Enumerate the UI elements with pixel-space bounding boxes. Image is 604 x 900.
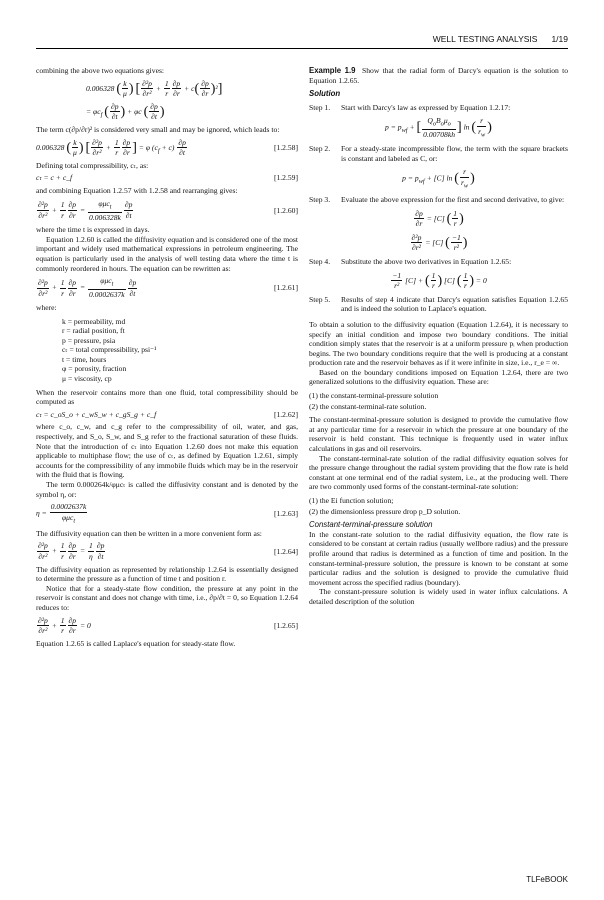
- definition: r = radial position, ft: [62, 326, 125, 336]
- example-text: Show that the radial form of Darcy's equation is the solution to Equation 1.2.65.: [309, 66, 569, 85]
- paragraph: Defining total compressibility, cₜ, as:: [36, 160, 149, 170]
- list-item: (2) the constant-terminal-rate solution.: [309, 401, 427, 411]
- equation: 0.006328 ( $\frac{k}{\mu}$ ) [ $\frac{\text{∂²p}}{\text{∂r²}}$ + $\frac{1}{r}$ $\frac{\partial p}{\partial r}$ + c( $\frac{\partial p}{\partial r}$ )²]: [86, 78, 223, 99]
- step-text: Start with Darcy's law as expressed by Equation 1.2.17:: [341, 102, 511, 112]
- equation-number: [1.2.64]: [273, 546, 298, 556]
- equation: $\frac{-1}{\text{r²}}$ [C] + ( $\frac{1}{r}$ ) [C] ( $\frac{1}{r}$ ) = 0: [392, 270, 487, 291]
- definition: k = permeability, md: [62, 316, 126, 326]
- equation: $\frac{\text{∂²p}}{\text{∂r²}}$ = [C] ( $\frac{-1}{\text{r²}}$ ): [411, 232, 468, 253]
- step-label: Step 2.: [309, 144, 331, 154]
- equation-number: [1.2.60]: [273, 205, 298, 215]
- equation-number: [1.2.62]: [273, 409, 298, 419]
- paragraph: where:: [36, 302, 57, 312]
- equation: $p = p_{wf} + [C]$ ln ( $\frac{r}{r_w}$ ): [402, 167, 475, 190]
- paragraph: In the constant-rate solution to the radial diffusivity equation, the flow rate is considered to be constant at certain radius (usually wellbore radius) and the pressure profile around that radius is determined as a function of time and position. In the constant-terminal-pressure solution, the pressure is known to be constant at some particular radius and the solution is designed to provide the cumulative fluid movement across the specified radius (boundary).: [309, 529, 568, 587]
- paragraph: The constant-pressure solution is widely used in water influx calculations. A detailed description of the solution: [309, 587, 568, 606]
- definition: p = pressure, psia: [62, 335, 116, 345]
- equation: = $\varphi c_f$ ( $\frac{\partial p}{\partial t}$ ) + φc ( $\frac{\partial p}{\partial t}$ ): [86, 101, 165, 122]
- equation-number: [1.2.58]: [273, 142, 298, 152]
- paragraph: The term c(∂p/∂r)² is considered very small and may be ignored, which leads to:: [36, 124, 280, 134]
- paragraph: where the time t is expressed in days.: [36, 225, 150, 235]
- equation-1-2-62: cₜ = c_oS_o + c_wS_w + c_gS_g + c_f [1.2.62]: [36, 409, 298, 419]
- paragraph: When the reservoir contains more than one fluid, total compressibility should be computed as: [36, 387, 298, 407]
- paragraph: Equation 1.2.65 is called Laplace's equation for steady-state flow.: [36, 638, 236, 648]
- step-text: For a steady-state incompressible flow, the term with the square brackets is constant and labeled as C, or:: [341, 144, 568, 163]
- paragraph: Equation 1.2.60 is called the diffusivity equation and is considered one of the most important and widely used mathematical expressions in petroleum engineering. The equation is particularly used in the analysis of well testing data where the time t is commonly reordered in hours. The equation can be rewritten as:: [36, 234, 298, 273]
- running-header-title: WELL TESTING ANALYSIS: [432, 34, 538, 44]
- definition: φ = porosity, fraction: [62, 364, 127, 374]
- equation-1-2-65: $\frac{\text{∂²p}}{\text{∂r²}}$ + $\frac{1}{r}$ $\frac{\partial p}{\partial r}$ = 0 [1.2.65]: [38, 615, 298, 636]
- equation-1-2-61: $\frac{\text{∂²p}}{\text{∂r²}}$ + $\frac{1}{r}$ $\frac{\partial p}{\partial r}$ = $\frac{\varphi\mu c_t}{0.0002637k}$ $\frac{\partial p}{\partial t}$ [1.2.61]: [38, 276, 298, 300]
- equation-1-2-63: η = $\frac{0.0002637k}{\varphi\mu c_t}$ [1.2.63]: [36, 502, 298, 525]
- solution-list: [309, 391, 568, 411]
- step-text: Substitute the above two derivatives in Equation 1.2.65:: [341, 256, 512, 266]
- section-subheading: Constant-terminal-pressure solution: [309, 520, 433, 530]
- step-label: Step 1.: [309, 102, 331, 112]
- definition: μ = viscosity, cp: [62, 374, 112, 384]
- step: [309, 195, 568, 205]
- equation-number: [1.2.59]: [273, 173, 298, 183]
- list-item: (2) the dimensionless pressure drop p_D solution.: [309, 506, 461, 516]
- list-item: (1) the Ei function solution;: [309, 496, 394, 505]
- equation-number: [1.2.61]: [273, 283, 298, 293]
- step: [309, 103, 568, 113]
- step-text: Results of step 4 indicate that Darcy's equation satisfies Equation 1.2.65 and is indeed the solution to Laplace's equation.: [341, 294, 568, 314]
- equation-1-2-60: $\frac{\text{∂²p}}{\text{∂r²}}$ + $\frac{1}{r}$ $\frac{\partial p}{\partial r}$ = $\frac{\varphi\mu c_t}{0.006328k}$ $\frac{\partial p}{\partial t}$ [1.2.60]: [38, 198, 298, 222]
- paragraph: To obtain a solution to the diffusivity equation (Equation 1.2.64), it is necessary to specify an initial condition and impose two boundary conditions. The initial condition simply states that the reservoir is at a uniform pressure pᵢ when production begins. The two boundary conditions require that the well is producing at a constant production rate and the reservoir behaves as if it were infinite in size, i.e., r_e = ∞.: [309, 319, 568, 368]
- solution-heading: Solution: [309, 89, 341, 99]
- paragraph: combining the above two equations gives:: [36, 66, 165, 75]
- paragraph: The constant-terminal-pressure solution is designed to provide the cumulative flow at any particular time for a reservoir in which the pressure at one boundary of the reservoir is held constant. This technique is frequently used in water influx calculations in gas and oil reservoirs.: [309, 415, 568, 454]
- step: [309, 257, 568, 267]
- equation-number: [1.2.65]: [273, 620, 298, 630]
- footer-watermark: TLFeBOOK: [526, 875, 568, 884]
- equation-number: [1.2.63]: [273, 509, 298, 519]
- step-label: Step 4.: [309, 256, 331, 266]
- step-label: Step 5.: [309, 294, 331, 304]
- definition: t = time, hours: [62, 354, 107, 364]
- equation-1-2-64: $\frac{\text{∂²p}}{\text{∂r²}}$ + $\frac{1}{r}$ $\frac{\partial p}{\partial r}$ = $\frac{1}{\eta}$ $\frac{\partial p}{\partial t}$ [1.2.64]: [38, 541, 298, 562]
- solution-list: [309, 496, 568, 516]
- page-number: 1/19: [551, 34, 568, 44]
- definition: cₜ = total compressibility, psi⁻¹: [62, 345, 157, 355]
- paragraph: where c_o, c_w, and c_g refer to the compressibility of oil, water, and gas, respectively, and S_o, S_w, and S_g refer to the fractional saturation of these fluids. Note that the introduction of cₜ into Equation 1.2.60 does not make this equation applicable to multiphase flow; the use of cₜ, as defined by Equation 1.2.61, simply accounts for the compressibility of any immobile fluids which may be in the reservoir with the fluid that is flowing.: [36, 422, 298, 480]
- step: [309, 295, 568, 314]
- equation: $\frac{\partial p}{\partial r}$ = [C] ( $\frac{1}{r}$ ): [415, 208, 464, 229]
- right-column: [309, 66, 568, 607]
- paragraph: Notice that for a steady-state flow condition, the pressure at any point in the reservoir is constant and does not change with time, i.e., ∂p/∂t = 0, so Equation 1.2.64 reduces to:: [36, 583, 298, 613]
- symbol-definitions: [62, 317, 298, 384]
- example-label: Example 1.9: [309, 66, 356, 75]
- equation: $p = p_{wf}$ + [ $\frac{Q_oB_o\mu_o}{0.00708kh}$ ] ln ( $\frac{r}{r_w}$ ): [385, 116, 492, 140]
- list-item: (1) the constant-terminal-pressure solution: [309, 391, 439, 401]
- step-label: Step 3.: [309, 194, 331, 204]
- paragraph: The constant-terminal-rate solution of the radial diffusivity equation solves for the pressure change throughout the radial system providing that the flow rate is held constant at one terminal end of the radial system, i.e., at the producing well. There are two commonly used forms of the constant-terminal-rate solution:: [309, 453, 568, 492]
- paragraph: The diffusivity equation can then be written in a more convenient form as:: [36, 528, 262, 538]
- paragraph: Based on the boundary conditions imposed on Equation 1.2.64, there are two generalized solutions to the diffusivity equation. These are:: [309, 367, 568, 387]
- step-text: Evaluate the above expression for the first and second derivative, to give:: [341, 194, 565, 204]
- paragraph: The term 0.000264k/φμcₜ is called the diffusivity constant and is denoted by the symbol η, or:: [36, 480, 298, 499]
- equation-1-2-58: 0.006328 ( $\frac{k}{\mu}$ ) [ $\frac{\text{∂²p}}{\text{∂r²}}$ + $\frac{1}{r}$ $\frac{\partial p}{\partial r}$ ] = φ $(c_f + c)$ $\frac{\partial p}{\partial t}$ [1.2.58]: [36, 137, 298, 158]
- running-header: [36, 34, 568, 49]
- equation-1-2-59: cₜ = c + c_f [1.2.59]: [36, 173, 298, 183]
- example-1-9: [309, 66, 568, 85]
- paragraph: The diffusivity equation as represented by relationship 1.2.64 is essentially designed to determine the pressure as a function of time t and position r.: [36, 564, 298, 584]
- paragraph: and combining Equation 1.2.57 with 1.2.58 and rearranging gives:: [36, 185, 238, 195]
- step: [309, 144, 568, 163]
- left-column: [36, 66, 298, 648]
